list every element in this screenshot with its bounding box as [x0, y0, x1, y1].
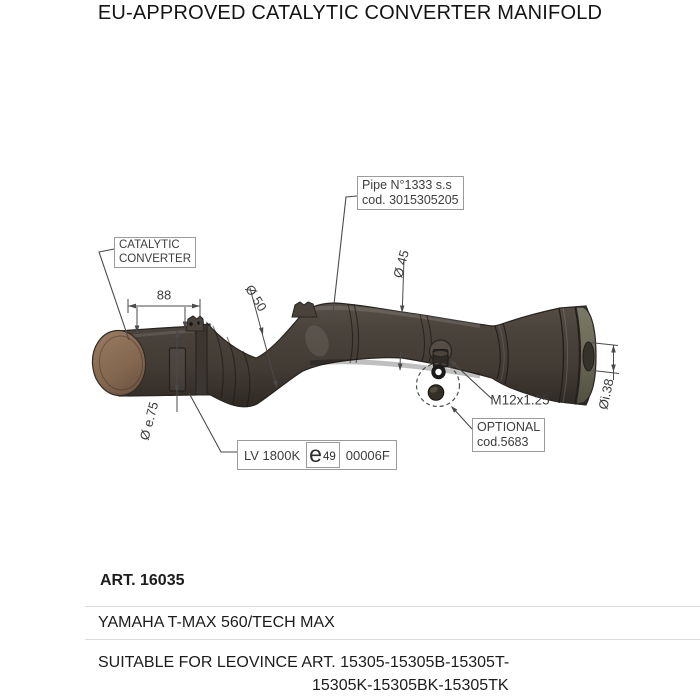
approval-code: LV 1800K	[244, 447, 301, 463]
e-mark: e	[309, 440, 322, 467]
dim-cat-length: 88	[156, 287, 172, 303]
pipe-code-line2: cod. 3015305205	[362, 192, 459, 207]
separator-line-1	[85, 606, 700, 607]
dim-dia-i38: Øi.38	[595, 377, 617, 411]
thread-spec-label: M12x1.25	[490, 392, 550, 408]
e-mark-box	[306, 442, 340, 468]
cat-bracket	[186, 316, 204, 331]
outlet-inner-bore	[583, 342, 594, 371]
separator-line-2	[85, 639, 700, 640]
optional-code-label	[472, 418, 545, 452]
pipe-code-label	[357, 176, 464, 210]
pipe-bracket	[292, 302, 317, 317]
dim-dia-50: Ø 50	[242, 282, 270, 314]
vehicle-model: YAMAHA T-MAX 560/TECH MAX	[98, 614, 335, 631]
pipe-body	[207, 302, 596, 407]
optional-line2: cod.5683	[477, 434, 529, 449]
cat-label-line2: CONVERTER	[119, 252, 191, 265]
dim-dia-e75: Ø e.75	[136, 400, 162, 442]
o2-sensor-bung	[430, 340, 452, 367]
homologation-number: 00006F	[345, 447, 390, 463]
approval-plate	[237, 440, 397, 470]
dim-dia-45: Ø 45	[390, 248, 412, 280]
pipe-code-line1: Pipe N°1333 s.s	[362, 178, 452, 192]
page-title: EU-APPROVED CATALYTIC CONVERTER MANIFOLD	[97, 2, 603, 24]
optional-line1: OPTIONAL	[477, 420, 541, 434]
plug-bolt	[428, 385, 444, 401]
e-mark-number: 49	[322, 451, 336, 463]
article-number: ART. 16035	[100, 572, 185, 589]
suitable-for-line1: SUITABLE FOR LEOVINCE ART. 15305-15305B-15305T-	[98, 654, 510, 671]
catalytic-converter-label	[114, 237, 196, 268]
cat-label-line1: CATALYTIC	[119, 239, 180, 251]
suitable-for-line2: 15305K-15305BK-15305TK	[312, 677, 509, 694]
